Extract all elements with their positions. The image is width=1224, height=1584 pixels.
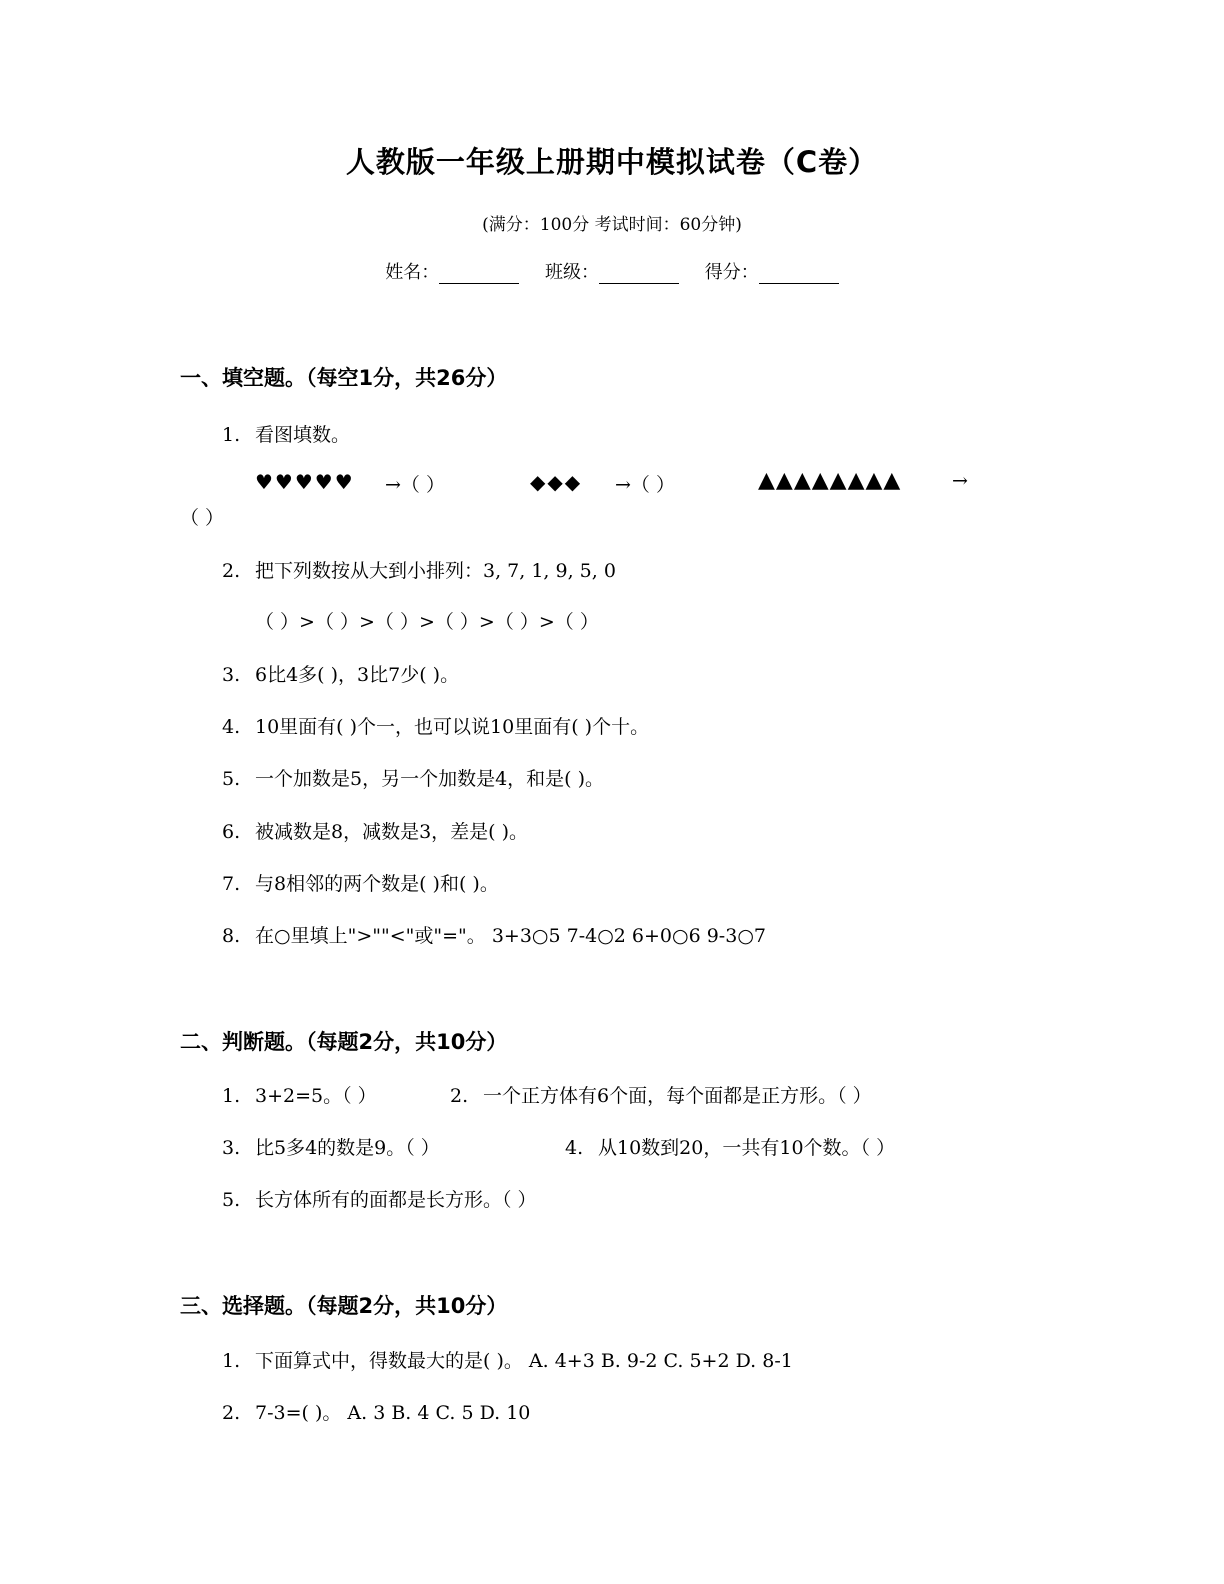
question-text: 3+2=5。（ ） [255,1085,377,1107]
question-text: 下面算式中，得数最大的是( )。 A. 4+3 B. 9-2 C. 5+2 D. 8-1 [255,1350,793,1372]
s1-question-6 [222,817,528,844]
s3-question-2 [222,1398,530,1425]
name-field [385,262,525,283]
class-label: 班级： [545,262,599,283]
question-text: 一个正方体有6个面，每个面都是正方形。（ ） [483,1085,872,1107]
triangles-arrow: → [952,470,968,492]
class-blank [599,265,679,284]
question-text: 7-3=( )。 A. 3 B. 4 C. 5 D. 10 [255,1402,531,1424]
s2-question-5 [222,1185,537,1212]
s2-question-3 [222,1133,440,1160]
question-number: 1. [222,1350,241,1372]
section-1-heading: 一、填空题。（每空1分，共26分） [180,366,508,390]
s2-question-4 [565,1133,895,1160]
class-field [545,262,685,283]
s1-question-8 [222,921,766,948]
question-text: 被减数是8，减数是3，差是( )。 [255,821,529,843]
triangles-figure: ▲▲▲▲▲▲▲▲ [758,468,902,493]
question-number: 5. [222,1189,241,1211]
section-3-heading: 三、选择题。（每题2分，共10分） [180,1294,508,1318]
score-blank [759,265,839,284]
s1-question-5 [222,764,604,791]
diamonds-figure: ◆◆◆ [530,470,583,494]
question-number: 3. [222,664,241,686]
question-text: 在○里填上">""<"或"="。 3+3○5 7-4○2 6+0○6 9-3○7 [255,925,766,947]
s2-question-1 [222,1081,377,1108]
s1-question-1 [222,420,350,447]
triangles-answer: （ ） [180,507,225,529]
exam-subtitle: (满分：100分 考试时间：60分钟) [482,215,742,235]
question-text: 6比4多( )，3比7少( )。 [255,664,460,686]
question-number: 3. [222,1137,241,1159]
question-text: 把下列数按从大到小排列：3, 7, 1, 9, 5, 0 [255,560,616,582]
question-number: 6. [222,821,241,843]
name-blank [439,265,519,284]
question-text: 一个加数是5，另一个加数是4，和是( )。 [255,768,605,790]
question-number: 2. [222,1402,241,1424]
question-number: 1. [222,424,241,446]
name-label: 姓名： [385,262,440,283]
s1-question-4 [222,712,649,739]
question-text: 看图填数。 [255,424,351,446]
student-info-row [0,258,1224,284]
s1-question-2 [222,556,616,583]
score-field [705,262,839,283]
question-number: 4. [222,716,241,738]
question-number: 1. [222,1085,241,1107]
question-text: 比5多4的数是9。（ ） [255,1137,440,1159]
question-text: 从10数到20，一共有10个数。（ ） [598,1137,896,1159]
score-label: 得分： [704,262,759,283]
question-text: 与8相邻的两个数是( )和( )。 [255,873,499,895]
question-number: 8. [222,925,241,947]
question-number: 7. [222,873,241,895]
diamonds-answer: →（ ） [615,474,675,496]
s1-question-7 [222,869,499,896]
question-number: 2. [450,1085,469,1107]
question-number: 2. [222,560,241,582]
ordering-blanks: （ ）>（ ）>（ ）>（ ）>（ ）>（ ） [255,611,599,633]
s2-question-2 [450,1081,872,1108]
hearts-answer: →（ ） [385,474,445,496]
question-number: 4. [565,1137,584,1159]
s1-question-3 [222,660,459,687]
s3-question-1 [222,1346,793,1373]
page-title: 人教版一年级上册期中模拟试卷（C卷） [345,145,879,179]
section-2-heading: 二、判断题。（每题2分，共10分） [180,1030,508,1054]
question-number: 5. [222,768,241,790]
question-text: 长方体所有的面都是长方形。（ ） [255,1189,537,1211]
question-text: 10里面有( )个一，也可以说10里面有( )个十。 [255,716,650,738]
hearts-figure: ♥♥♥♥♥ [255,470,355,494]
